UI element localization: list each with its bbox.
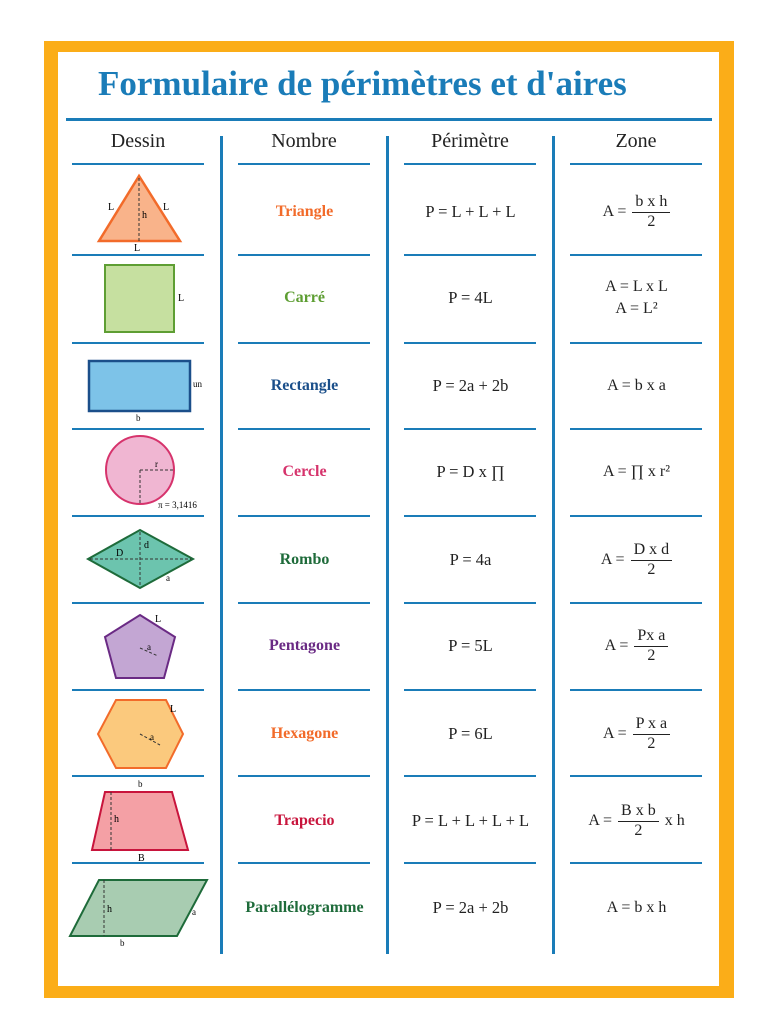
parallelogram-label-height: h bbox=[107, 904, 112, 915]
area-hexagon: A = $\frac{\text{P x a}}{2}$ bbox=[555, 712, 718, 756]
triangle-label-height: h bbox=[142, 210, 147, 221]
area-rhombus: A = $\frac{\text{D x d}}{2}$ bbox=[555, 538, 718, 582]
perimeter-parallelogram: P = 2a + 2b bbox=[432, 898, 509, 917]
area-circle: A = ∏ x r² bbox=[603, 463, 670, 480]
perimeter-square: P = 4L bbox=[448, 288, 493, 307]
hexagon-label-apothem: a bbox=[150, 732, 154, 742]
pentagon-label-side: L bbox=[155, 614, 162, 625]
circle-label-pi: π = 3,1416 bbox=[158, 500, 197, 510]
shape-name-hexagon: Hexagone bbox=[270, 725, 339, 742]
shape-name-pentagon: Pentagone bbox=[268, 637, 341, 654]
rhombus-drawing bbox=[88, 530, 193, 588]
shape-name-rectangle: Rectangle bbox=[270, 377, 339, 394]
triangle-label-base: L bbox=[134, 243, 141, 254]
header-perimeter: Périmètre bbox=[431, 130, 509, 152]
area-fraction: $\frac{\text{Px a}}{2}$ bbox=[634, 627, 668, 665]
area-rectangle: A = b x a bbox=[607, 377, 666, 394]
area-triangle: A = $\frac{\text{b x h}}{2}$ bbox=[555, 190, 718, 234]
circle-label-radius: r bbox=[155, 459, 158, 469]
area-fraction: $\frac{\text{P x a}}{2}$ bbox=[633, 715, 670, 753]
pentagon-label-apothem: a bbox=[147, 642, 151, 652]
rectangle-drawing bbox=[89, 361, 203, 423]
rhombus-label-minor: d bbox=[144, 540, 149, 551]
perimeter-hexagon: P = 6L bbox=[448, 724, 493, 743]
perimeter-triangle: P = L + L + L bbox=[425, 202, 516, 221]
perimeter-pentagon: P = 5L bbox=[448, 636, 493, 655]
header-name: Nombre bbox=[271, 130, 337, 152]
header-area: Zone bbox=[615, 130, 657, 152]
area-parallelogram: A = b x h bbox=[606, 899, 667, 916]
parallelogram-label-base: b bbox=[120, 938, 125, 948]
shape-name-parallelogram: Parallélogramme bbox=[245, 899, 364, 916]
shape-name-circle: Cercle bbox=[282, 463, 327, 480]
area-trapezoid: A = $\frac{\text{B x b}}{2}$ x h bbox=[588, 802, 685, 839]
trapezoid-label-top: b bbox=[138, 779, 143, 789]
rhombus-label-major: D bbox=[116, 548, 124, 559]
square-label-side: L bbox=[178, 293, 185, 304]
perimeter-trapezoid: P = L + L + L + L bbox=[411, 811, 530, 830]
hexagon-label-side: L bbox=[170, 704, 177, 715]
perimeter-rectangle: P = 2a + 2b bbox=[432, 376, 509, 395]
shape-name-square: Carré bbox=[284, 289, 325, 306]
triangle-drawing bbox=[99, 176, 180, 254]
rectangle-label-base: b bbox=[136, 413, 141, 423]
rhombus-label-side: a bbox=[166, 573, 170, 583]
area-fraction: $\frac{\text{b x h}}{2}$ bbox=[632, 193, 670, 231]
circle-drawing bbox=[106, 436, 197, 510]
parallelogram-label-side: a bbox=[192, 907, 196, 917]
triangle-label-right: L bbox=[163, 202, 170, 213]
perimeter-circle: P = D x ∏ bbox=[436, 462, 505, 481]
shape-name-trapezoid: Trapecio bbox=[274, 812, 335, 829]
area-square: A = L x L A = L² bbox=[605, 278, 668, 317]
shape-name-rhombus: Rombo bbox=[279, 551, 330, 568]
trapezoid-label-base: B bbox=[138, 853, 145, 864]
trapezoid-drawing bbox=[92, 779, 188, 864]
area-fraction: $\frac{\text{D x d}}{2}$ bbox=[631, 541, 673, 579]
perimeter-rhombus: P = 4a bbox=[449, 550, 492, 569]
hexagon-drawing bbox=[98, 700, 183, 768]
page-title: Formulaire de périmètres et d'aires bbox=[98, 64, 627, 103]
shape-name-triangle: Triangle bbox=[275, 203, 334, 220]
parallelogram-drawing bbox=[70, 880, 207, 948]
area-fraction: $\frac{\text{B x b}}{2}$ bbox=[618, 802, 659, 840]
square-drawing bbox=[105, 265, 184, 332]
triangle-label-left: L bbox=[108, 202, 115, 213]
pentagon-drawing bbox=[105, 614, 175, 678]
rectangle-label-side: un bbox=[193, 379, 202, 389]
area-pentagon: A = $\frac{\text{Px a}}{2}$ bbox=[555, 624, 718, 668]
trapezoid-label-height: h bbox=[114, 814, 119, 825]
header-drawing: Dessin bbox=[110, 130, 166, 152]
